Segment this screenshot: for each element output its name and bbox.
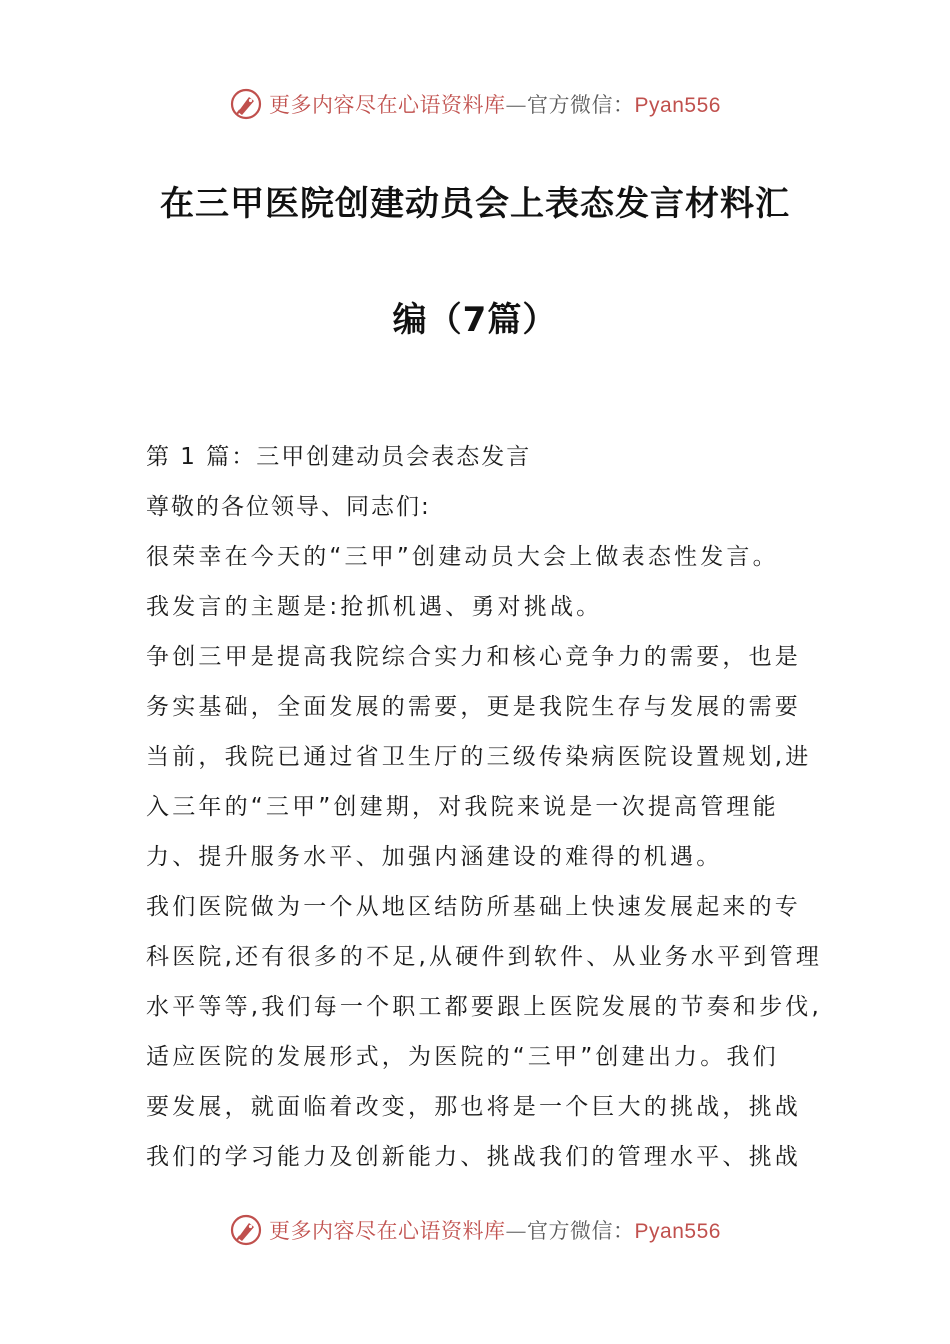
paragraph-line: 务实基础，全面发展的需要，更是我院生存与发展的需要 [146,694,801,720]
watermark-wechat-label: 官方微信： [527,1219,635,1243]
paragraph [146,632,812,882]
watermark-wechat-id: Pyan556 [634,94,721,117]
paragraph-line: 力、提升服务水平、加强内涵建设的难得的机遇。 [146,844,723,870]
watermark-text [269,89,721,119]
paragraph-line: 适应医院的发展形式，为医院的“三甲”创建出力。我们 [146,1044,779,1070]
document-title-line-2: 编（7篇） [392,300,558,340]
greeting: 尊敬的各位领导、同志们: [146,494,431,520]
watermark-separator: — [505,1219,528,1243]
paragraph [146,882,823,1182]
paragraph-line: 科医院,还有很多的不足,从硬件到软件、从业务水平到管理 [146,944,823,970]
paragraph-line: 很荣幸在今天的“三甲”创建动员大会上做表态性发言。 [146,544,779,570]
paragraph-line: 入三年的“三甲”创建期，对我院来说是一次提高管理能 [146,794,779,820]
document-body [146,432,823,1182]
watermark-banner-top [0,84,950,124]
paragraph-line: 我发言的主题是:抢抓机遇、勇对挑战。 [146,594,603,620]
watermark-wechat-id: Pyan556 [634,1220,721,1243]
watermark-wechat-label: 官方微信： [527,93,635,117]
watermark-banner-bottom [0,1210,950,1250]
paragraph-line: 争创三甲是提高我院综合实力和核心竞争力的需要，也是 [146,644,801,670]
pen-nib-circle-icon [229,87,263,121]
section-heading: 第 1 篇：三甲创建动员会表态发言 [146,444,532,470]
paragraph-line: 我们医院做为一个从地区结防所基础上快速发展起来的专 [146,894,801,920]
paragraph-line: 水平等等,我们每一个职工都要跟上医院发展的节奏和步伐, [146,994,823,1020]
document-title-line-1: 在三甲医院创建动员会上表态发言材料汇 [160,184,790,224]
paragraph [146,532,808,632]
watermark-site: 更多内容尽在心语资料库 [269,1219,506,1243]
pen-nib-circle-icon [229,1213,263,1247]
paragraph-line: 我们的学习能力及创新能力、挑战我们的管理水平、挑战 [146,1144,801,1170]
watermark-text [269,1215,721,1245]
paragraph-line: 要发展，就面临着改变，那也将是一个巨大的挑战，挑战 [146,1094,801,1120]
watermark-separator: — [505,93,528,117]
paragraph-line: 当前，我院已通过省卫生厅的三级传染病医院设置规划,进 [146,744,812,770]
watermark-site: 更多内容尽在心语资料库 [269,93,506,117]
